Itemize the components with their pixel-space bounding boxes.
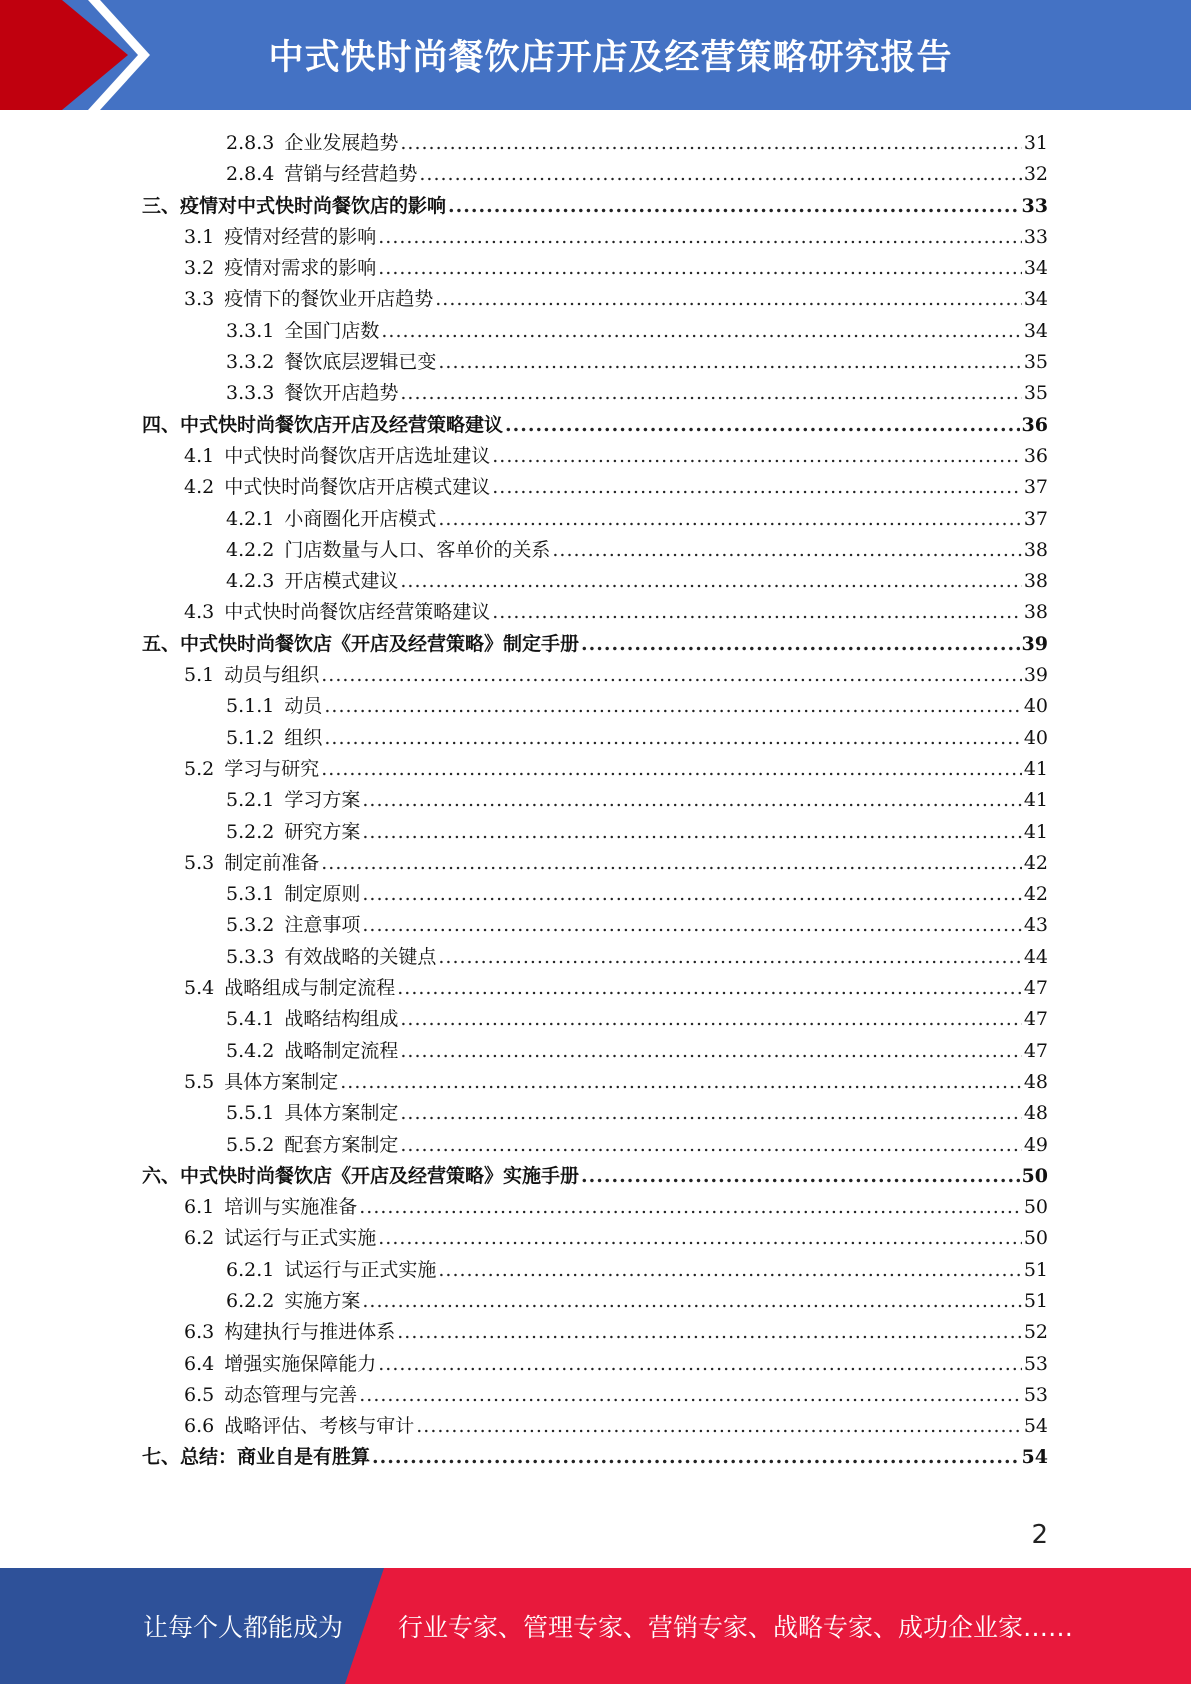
toc-entry-number: 4.3: [184, 601, 215, 624]
toc-entry-title: 中式快时尚餐饮店开店选址建议: [224, 444, 491, 467]
toc-entry-page: 48: [1023, 1070, 1048, 1093]
toc-entry-page: 51: [1023, 1289, 1048, 1312]
page-number: 2: [1031, 1520, 1048, 1550]
toc-entry[interactable]: [142, 1349, 1048, 1380]
toc-entry-number: 2.8.4: [226, 163, 275, 186]
toc-entry-number: 5.3.1: [226, 883, 275, 906]
toc-entry[interactable]: [142, 1098, 1048, 1129]
toc-leader-dots: [378, 1223, 1022, 1254]
toc-entry-title: 疫情下的餐饮业开店趋势: [224, 288, 434, 311]
toc-entry-title: 开店模式建议: [284, 570, 399, 593]
toc-entry-page: 40: [1023, 726, 1048, 749]
toc-leader-dots: [400, 1004, 1021, 1035]
toc-entry[interactable]: [142, 1192, 1048, 1223]
toc-entry-title: 增强实施保障能力: [224, 1352, 377, 1375]
toc-entry-number: 6.1: [184, 1196, 215, 1219]
toc-entry-number: 5.4: [184, 977, 215, 1000]
toc-entry-page: 49: [1023, 1133, 1048, 1156]
toc-leader-dots: [400, 1130, 1021, 1161]
toc-entry-page: 47: [1023, 1008, 1048, 1031]
toc-entry[interactable]: [142, 347, 1048, 378]
toc-entry-page: 35: [1023, 382, 1048, 405]
toc-entry-number: 6.2.2: [226, 1289, 275, 1312]
toc-leader-dots: [324, 691, 1021, 722]
toc-entry-page: 53: [1023, 1383, 1048, 1406]
toc-entry-number: 5.3.3: [226, 945, 275, 968]
toc-entry-page: 54: [1021, 1446, 1048, 1469]
toc-entry-page: 37: [1023, 476, 1048, 499]
table-of-contents: [142, 128, 1048, 1474]
toc-entry-page: 32: [1023, 163, 1048, 186]
toc-leader-dots: [359, 1192, 1022, 1223]
toc-entry-page: 34: [1023, 319, 1048, 342]
toc-entry-title: 构建执行与推进体系: [224, 1321, 396, 1344]
toc-entry-page: 38: [1023, 570, 1048, 593]
toc-entry-page: 41: [1023, 789, 1048, 812]
toc-entry-page: 38: [1023, 601, 1048, 624]
toc-entry-number: 6.6: [184, 1415, 215, 1438]
toc-entry[interactable]: [142, 1067, 1048, 1098]
toc-entry[interactable]: [142, 1004, 1048, 1035]
toc-entry[interactable]: [142, 1036, 1048, 1067]
toc-entry-page: 40: [1023, 695, 1048, 718]
toc-entry-number: 4.2.1: [226, 507, 275, 530]
toc-entry-page: 54: [1023, 1415, 1048, 1438]
toc-entry-title: 小商圈化开店模式: [284, 507, 437, 530]
toc-entry-page: 39: [1021, 632, 1048, 655]
toc-entry-page: 50: [1021, 1164, 1048, 1187]
toc-entry[interactable]: [142, 128, 1048, 159]
toc-entry-number: 4.1: [184, 444, 215, 467]
toc-leader-dots: [438, 942, 1021, 973]
toc-entry-number: 5.5: [184, 1070, 215, 1093]
toc-entry-page: 33: [1021, 194, 1048, 217]
toc-leader-dots: [362, 879, 1021, 910]
toc-entry-page: 41: [1023, 820, 1048, 843]
toc-leader-dots: [340, 1067, 1022, 1098]
toc-entry-page: 38: [1023, 538, 1048, 561]
page-header: [0, 0, 1191, 110]
toc-leader-dots: [378, 222, 1022, 253]
toc-entry-title: 疫情对经营的影响: [224, 225, 377, 248]
page-footer: [0, 1568, 1191, 1684]
toc-entry-page: 31: [1023, 132, 1048, 154]
toc-entry-title: 试运行与正式实施: [284, 1258, 437, 1281]
toc-entry-page: 53: [1023, 1352, 1048, 1375]
toc-entry[interactable]: [142, 191, 1048, 222]
toc-leader-dots: [505, 410, 1020, 441]
toc-entry[interactable]: [142, 1380, 1048, 1411]
toc-entry[interactable]: [142, 848, 1048, 879]
toc-entry-number: 5.4.1: [226, 1008, 275, 1031]
toc-entry[interactable]: [142, 504, 1048, 535]
toc-leader-dots: [397, 1317, 1022, 1348]
toc-leader-dots: [438, 1255, 1021, 1286]
toc-leader-dots: [419, 159, 1021, 190]
toc-entry-title: 门店数量与人口、客单价的关系: [284, 538, 551, 561]
toc-entry-title: 组织: [284, 726, 323, 749]
toc-entry-title: 三、疫情对中式快时尚餐饮店的影响: [142, 194, 447, 217]
toc-entry-number: 5.4.2: [226, 1039, 275, 1062]
toc-entry-title: 研究方案: [284, 820, 361, 843]
toc-entry-title: 六、中式快时尚餐饮店《开店及经营策略》实施手册: [142, 1164, 580, 1187]
toc-entry-number: 4.2.3: [226, 570, 275, 593]
toc-leader-dots: [362, 910, 1021, 941]
toc-leader-dots: [362, 1286, 1021, 1317]
toc-entry[interactable]: [142, 1130, 1048, 1161]
toc-entry-page: 35: [1023, 351, 1048, 374]
toc-entry-number: 5.3: [184, 851, 215, 874]
toc-entry[interactable]: [142, 441, 1048, 472]
toc-entry-title: 制定前准备: [224, 851, 320, 874]
toc-entry[interactable]: [142, 691, 1048, 722]
toc-entry-title: 具体方案制定: [284, 1102, 399, 1125]
toc-entry-title: 具体方案制定: [224, 1070, 339, 1093]
toc-entry[interactable]: [142, 942, 1048, 973]
toc-entry[interactable]: [142, 973, 1048, 1004]
toc-entry-page: 36: [1023, 444, 1048, 467]
toc-leader-dots: [400, 1098, 1021, 1129]
toc-entry-number: 2.8.3: [226, 132, 275, 154]
toc-entry[interactable]: [142, 785, 1048, 816]
toc-leader-dots: [400, 566, 1021, 597]
toc-entry[interactable]: [142, 629, 1048, 660]
toc-entry-title: 企业发展趋势: [284, 132, 399, 154]
toc-entry-title: 战略评估、考核与审计: [224, 1415, 415, 1438]
toc-entry[interactable]: [142, 910, 1048, 941]
toc-entry-number: 3.2: [184, 257, 215, 280]
toc-entry[interactable]: [142, 754, 1048, 785]
toc-entry-page: 43: [1023, 914, 1048, 937]
toc-leader-dots: [552, 535, 1021, 566]
toc-entry-title: 试运行与正式实施: [224, 1227, 377, 1250]
toc-entry-page: 37: [1023, 507, 1048, 530]
toc-entry-title: 培训与实施准备: [224, 1196, 358, 1219]
toc-entry-page: 39: [1023, 664, 1048, 687]
toc-entry-title: 营销与经营趋势: [284, 163, 418, 186]
toc-entry[interactable]: [142, 1255, 1048, 1286]
toc-entry-page: 50: [1023, 1196, 1048, 1219]
toc-entry[interactable]: [142, 316, 1048, 347]
toc-entry-page: 47: [1023, 977, 1048, 1000]
toc-leader-dots: [581, 629, 1020, 660]
toc-leader-dots: [397, 973, 1022, 1004]
toc-leader-dots: [400, 1036, 1021, 1067]
toc-entry[interactable]: [142, 597, 1048, 628]
toc-entry[interactable]: [142, 159, 1048, 190]
toc-entry[interactable]: [142, 410, 1048, 441]
toc-entry-page: 34: [1023, 288, 1048, 311]
toc-entry[interactable]: [142, 1223, 1048, 1254]
toc-entry-title: 餐饮开店趋势: [284, 382, 399, 405]
toc-leader-dots: [362, 817, 1021, 848]
toc-leader-dots: [321, 660, 1022, 691]
toc-entry[interactable]: [142, 1411, 1048, 1442]
toc-entry-title: 动员: [284, 695, 323, 718]
toc-entry[interactable]: [142, 1317, 1048, 1348]
toc-leader-dots: [400, 378, 1021, 409]
toc-leader-dots: [321, 754, 1022, 785]
toc-entry-page: 41: [1023, 757, 1048, 780]
toc-entry-number: 6.2.1: [226, 1258, 275, 1281]
toc-entry-number: 3.3.1: [226, 319, 275, 342]
toc-entry-title: 配套方案制定: [284, 1133, 399, 1156]
toc-entry-number: 5.5.1: [226, 1102, 275, 1125]
toc-entry[interactable]: [142, 284, 1048, 315]
toc-leader-dots: [492, 472, 1022, 503]
toc-entry-number: 6.4: [184, 1352, 215, 1375]
toc-entry-title: 战略制定流程: [284, 1039, 399, 1062]
footer-slogan: 让每个人都能成为: [143, 1613, 344, 1642]
toc-entry[interactable]: [142, 817, 1048, 848]
toc-leader-dots: [378, 253, 1022, 284]
toc-leader-dots: [438, 504, 1021, 535]
toc-entry-title: 全国门店数: [284, 319, 380, 342]
toc-entry-page: 44: [1023, 945, 1048, 968]
toc-entry[interactable]: [142, 222, 1048, 253]
toc-entry-page: 50: [1023, 1227, 1048, 1250]
toc-entry[interactable]: [142, 378, 1048, 409]
toc-leader-dots: [581, 1161, 1020, 1192]
toc-entry-number: 3.3.2: [226, 351, 275, 374]
toc-entry[interactable]: [142, 1286, 1048, 1317]
toc-entry-title: 战略结构组成: [284, 1008, 399, 1031]
toc-entry-number: 5.2.1: [226, 789, 275, 812]
toc-entry-title: 动态管理与完善: [224, 1383, 358, 1406]
toc-leader-dots: [435, 284, 1022, 315]
toc-entry-title: 动员与组织: [224, 664, 320, 687]
toc-entry-number: 5.3.2: [226, 914, 275, 937]
toc-entry-title: 实施方案: [284, 1289, 361, 1312]
toc-entry-number: 5.1: [184, 664, 215, 687]
toc-entry-page: 42: [1023, 883, 1048, 906]
toc-entry-title: 学习方案: [284, 789, 361, 812]
toc-entry-title: 五、中式快时尚餐饮店《开店及经营策略》制定手册: [142, 632, 580, 655]
toc-entry[interactable]: [142, 253, 1048, 284]
toc-entry-number: 3.3: [184, 288, 215, 311]
toc-leader-dots: [492, 441, 1022, 472]
toc-entry-number: 6.5: [184, 1383, 215, 1406]
toc-entry-title: 七、总结：商业自是有胜算: [142, 1446, 371, 1469]
toc-entry-number: 4.2.2: [226, 538, 275, 561]
toc-leader-dots: [378, 1349, 1022, 1380]
toc-entry-title: 注意事项: [284, 914, 361, 937]
toc-leader-dots: [438, 347, 1021, 378]
toc-entry-title: 疫情对需求的影响: [224, 257, 377, 280]
toc-entry-page: 51: [1023, 1258, 1048, 1281]
toc-entry-page: 36: [1021, 413, 1048, 436]
toc-entry-number: 5.1.1: [226, 695, 275, 718]
toc-entry-page: 42: [1023, 851, 1048, 874]
toc-entry-title: 中式快时尚餐饮店经营策略建议: [224, 601, 491, 624]
toc-leader-dots: [416, 1411, 1022, 1442]
toc-entry-page: 48: [1023, 1102, 1048, 1125]
toc-entry-title: 餐饮底层逻辑已变: [284, 351, 437, 374]
toc-entry[interactable]: [142, 566, 1048, 597]
toc-entry-page: 33: [1023, 225, 1048, 248]
document-title: 中式快时尚餐饮店开店及经营策略研究报告: [268, 38, 953, 78]
toc-entry[interactable]: [142, 879, 1048, 910]
toc-entry-number: 5.2.2: [226, 820, 275, 843]
toc-leader-dots: [321, 848, 1022, 879]
toc-entry[interactable]: [142, 1442, 1048, 1473]
toc-entry-title: 战略组成与制定流程: [224, 977, 396, 1000]
toc-entry-title: 有效战略的关键点: [284, 945, 437, 968]
toc-entry[interactable]: [142, 1161, 1048, 1192]
toc-leader-dots: [362, 785, 1021, 816]
toc-entry-title: 四、中式快时尚餐饮店开店及经营策略建议: [142, 413, 504, 436]
toc-entry-title: 制定原则: [284, 883, 361, 906]
toc-entry-number: 4.2: [184, 476, 215, 499]
toc-leader-dots: [359, 1380, 1022, 1411]
toc-entry-title: 学习与研究: [224, 757, 320, 780]
toc-entry-page: 34: [1023, 257, 1048, 280]
toc-entry-number: 3.1: [184, 225, 215, 248]
toc-leader-dots: [400, 128, 1021, 159]
toc-entry-number: 5.2: [184, 757, 215, 780]
toc-entry[interactable]: [142, 723, 1048, 754]
toc-entry-page: 52: [1023, 1321, 1048, 1344]
toc-leader-dots: [324, 723, 1021, 754]
toc-leader-dots: [381, 316, 1021, 347]
toc-entry-number: 3.3.3: [226, 382, 275, 405]
toc-entry[interactable]: [142, 660, 1048, 691]
toc-entry-number: 6.2: [184, 1227, 215, 1250]
toc-leader-dots: [372, 1442, 1020, 1473]
toc-entry[interactable]: [142, 535, 1048, 566]
toc-entry-title: 中式快时尚餐饮店开店模式建议: [224, 476, 491, 499]
toc-leader-dots: [492, 597, 1022, 628]
footer-tagline: 行业专家、管理专家、营销专家、战略专家、成功企业家……: [398, 1613, 1074, 1642]
toc-entry-number: 5.5.2: [226, 1133, 275, 1156]
toc-entry-number: 5.1.2: [226, 726, 275, 749]
toc-entry-number: 6.3: [184, 1321, 215, 1344]
toc-leader-dots: [448, 191, 1020, 222]
toc-entry[interactable]: [142, 472, 1048, 503]
toc-entry-page: 47: [1023, 1039, 1048, 1062]
